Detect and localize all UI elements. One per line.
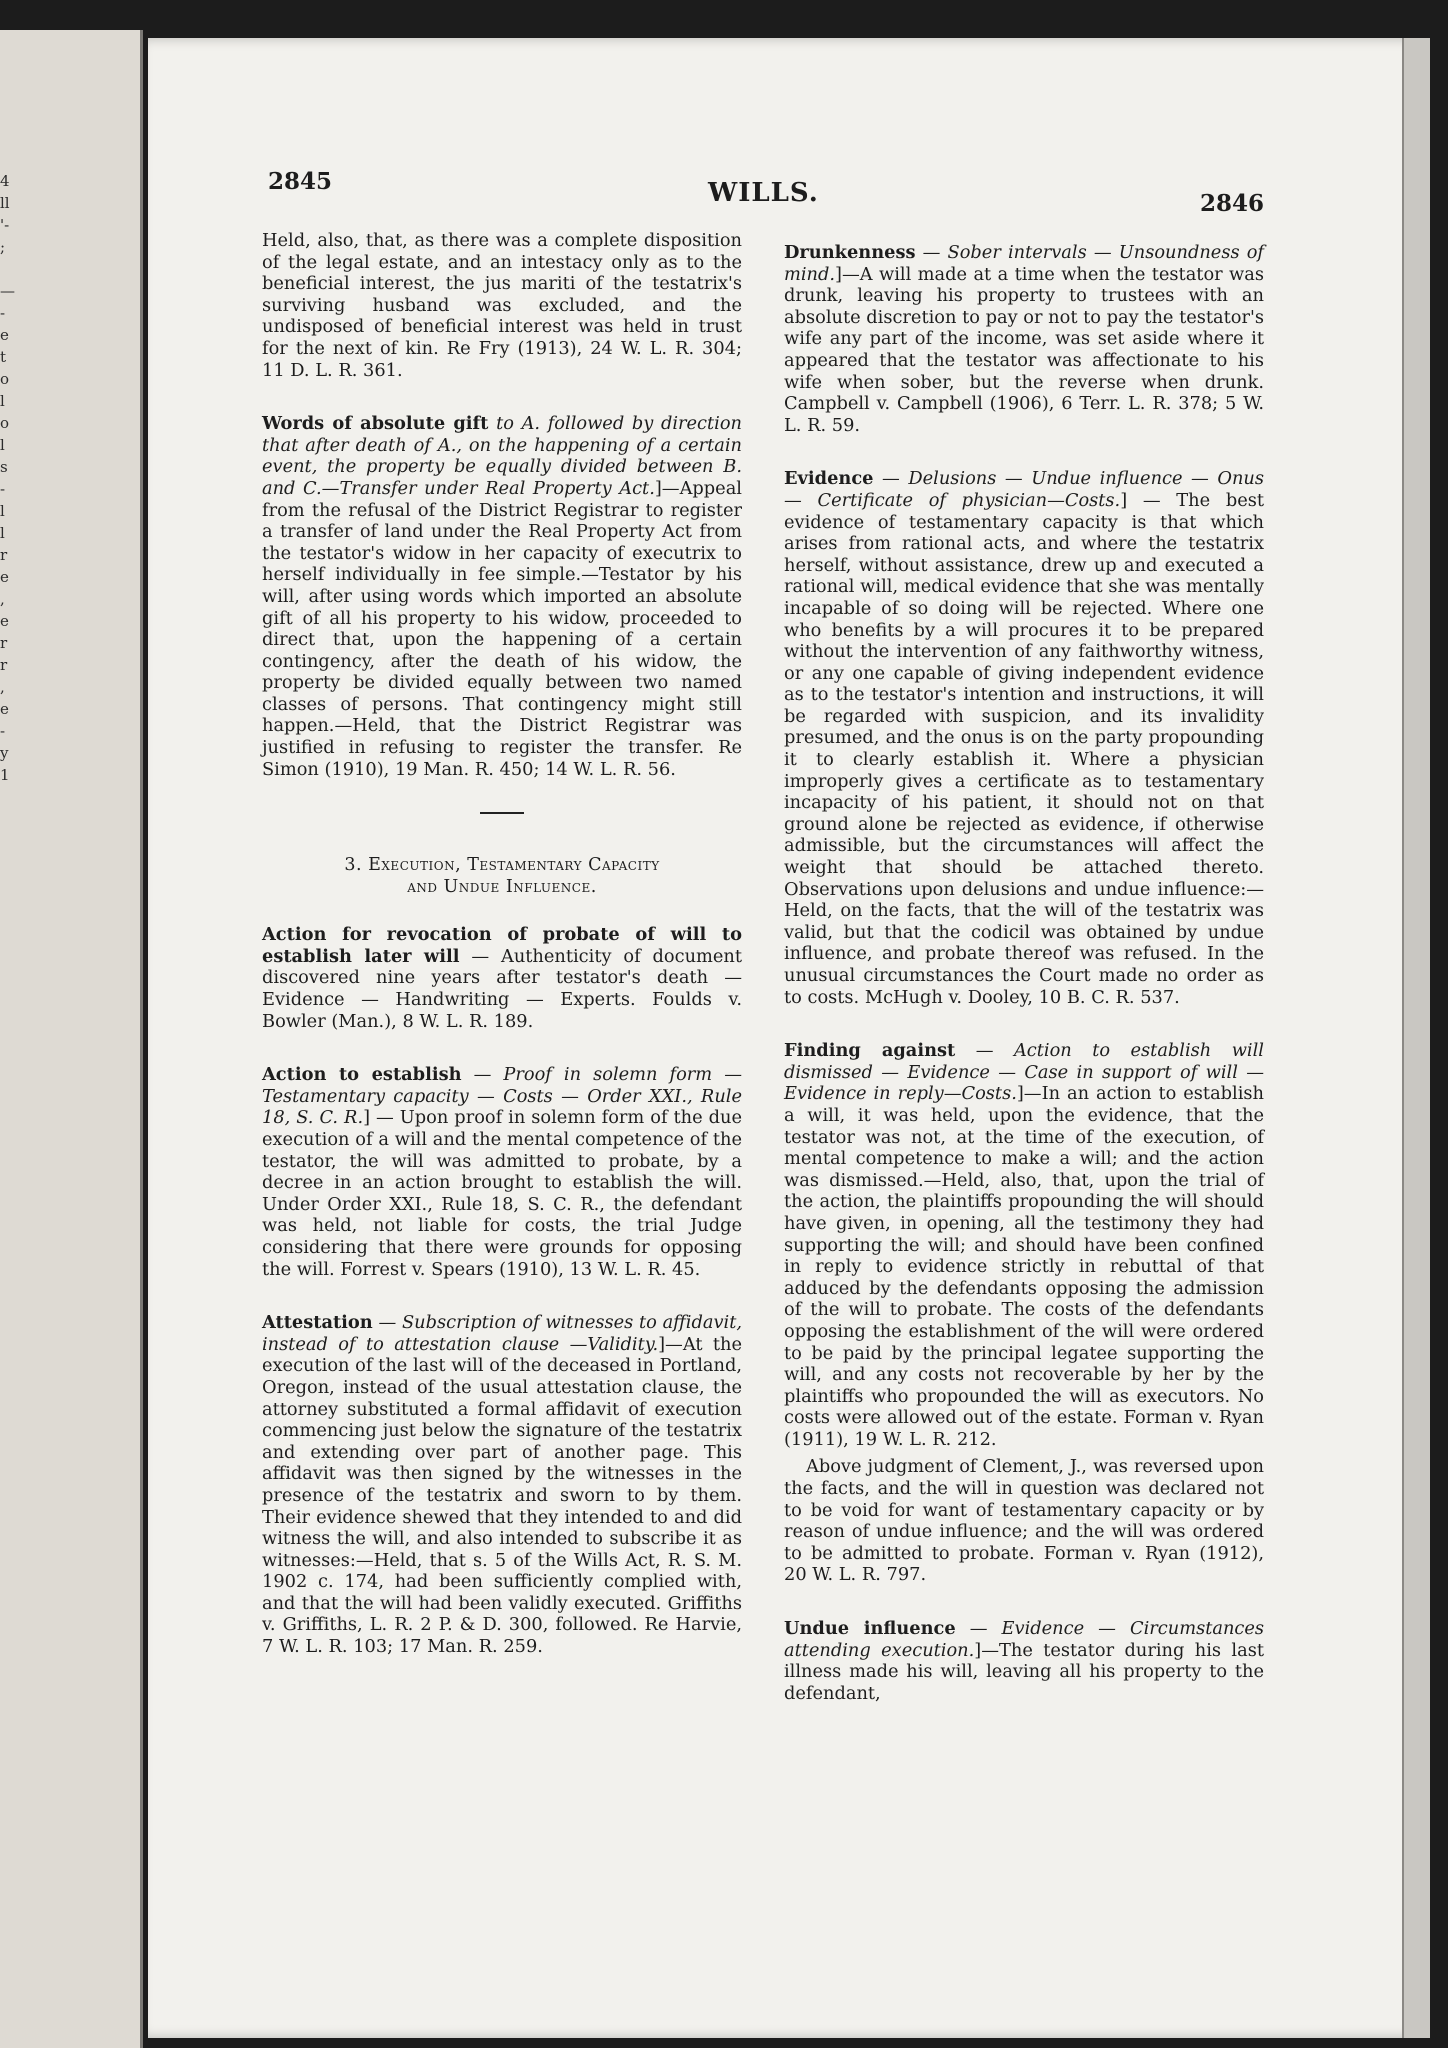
right-page-number: 2846 xyxy=(1200,190,1265,217)
entry-body: ]—The testator during his last illness made his will, leaving all his property to the defendant, xyxy=(784,1639,1264,1704)
entry-body: ] — Upon proof in solemn form of the due execution of a will and the mental competence of the testator, the will was admitted to probate, by a decree in an action brought to establish the will. Under Order XXI., Rule 18, S. C. R., the defendant was held, not liable for costs, the trial Judge considering that there were grounds for opposing the will. Forrest v. Spears (1910), 13 W. L. R. 45. xyxy=(262,1107,742,1280)
left-page-number: 2845 xyxy=(268,168,333,195)
right-paragraph-5 xyxy=(784,1618,1264,1704)
entry-heading: Undue influence xyxy=(784,1618,956,1640)
facing-page-edge xyxy=(0,30,143,2048)
entry-subheading: — Sober intervals — Unsoundness of mind. xyxy=(784,242,1264,285)
left-paragraph-5 xyxy=(262,1312,742,1658)
entry-heading: Evidence xyxy=(784,468,874,490)
entry-body: ]—Appeal from the refusal of the District Registrar to register a transfer of land under the Real Property Act from the testator's widow in her capacity of executrix to herself individually in fee simple.—Testator by his will, after using words which imported an absolute gift of all his property to his widow, proceeded to direct that, upon the happening of a certain contingency, after the death of his widow, the property be divided equally between two named classes of persons. That contingency might still happen.—Held, that the District Registrar was justified in refusing to register the transfer. Re Simon (1910), 19 Man. R. 450; 14 W. L. R. 56. xyxy=(262,477,742,780)
left-paragraph-2 xyxy=(262,413,742,780)
right-paragraph-4: Above judgment of Clement, J., was reversed upon the facts, and the will in question was declared not to be void for want of testamentary capacity or by reason of undue influence; and the will was ordered to be admitted to probate. Forman v. Ryan (1912), 20 W. L. R. 797. xyxy=(784,1456,1264,1586)
entry-heading: Finding against xyxy=(784,1040,956,1062)
entry-body: ]—In an action to establish a will, it was held, upon the evidence, that the testator was not, at the time of the execution, of mental competence to make a will; and the action was dismissed.—Held, also, that, upon the trial of the action, the plaintiffs propounding the will should have given, in opening, all the testimony they had supporting the will; and should have been confined in reply to evidence strictly in rebuttal of that adduced by the defendants opposing the admission of the will to probate. The costs of the defendants opposing the establishment of the will were ordered to be paid by the principal legatee supporting the will, and any costs not recoverable by her by the plaintiffs who propounded the will as executors. No costs were allowed out of the estate. Forman v. Ryan (1911), 19 W. L. R. 212. xyxy=(784,1083,1264,1450)
entry-subheading: — Action to establish will dismissed — Evidence — Case in support of will — Evidence in reply—Costs. xyxy=(784,1040,1264,1105)
entry-subheading: — Evidence — Circumstances attending execution. xyxy=(784,1618,1265,1661)
left-column xyxy=(262,230,742,1690)
entry-heading: Words of absolute gift xyxy=(262,413,489,435)
entry-subheading: — Subscription of witnesses to affidavit, instead of to attestation clause —Validity. xyxy=(262,1312,742,1355)
entry-heading: Attestation xyxy=(262,1312,373,1334)
entry-body: ]—At the execution of the last will of the deceased in Portland, Oregon, instead of the usual attestation clause, the attorney substituted a formal affidavit of execution commencing just below the signature of the testatrix and extending over part of another page. This affidavit was then signed by the witnesses in the presence of the testatrix and sworn to by them. Their evidence shewed that they intended to and did witness the will, and also intended to subscribe it as witnesses:—Held, that s. 5 of the Wills Act, R. S. M. 1902 c. 174, had been sufficiently complied with, and that the will had been validly executed. Griffiths v. Griffiths, L. R. 2 P. & D. 300, followed. Re Harvie, 7 W. L. R. 103; 17 Man. R. 259. xyxy=(262,1333,743,1658)
left-paragraph-4 xyxy=(262,1064,742,1280)
right-paragraph-2 xyxy=(784,468,1264,1008)
section-divider xyxy=(480,812,524,814)
entry-heading: Drunkenness xyxy=(784,242,916,263)
section-heading-line-2: and Undue Influence. xyxy=(407,877,597,898)
entry-heading: Action to establish xyxy=(262,1064,462,1086)
entry-body: ] — The best evidence of testamentary capacity is that which arises from rational acts, and where the testatrix herself, without assistance, drew up and executed a rational will, medical evidence that she was mentally incapable of so doing will be rejected. Where one who benefits by a will procures it to be prepared without the intervention of any faithworthy witness, or any one capable of giving independent evidence as to the testator's intention and instructions, it will be regarded with suspicion, and its invalidity presumed, and the onus is on the party propounding it to clearly establish it. Where a physician improperly gives a certificate as to testamentary incapacity of his patient, it should not on that ground alone be rejected as evidence, if otherwise admissible, but the circumstances will affect the weight that should be attached thereto. Observations upon delusions and undue influence:—Held, on the facts, that the will of the testatrix was valid, but that the codicil was obtained by undue influence, and probate thereof was refused. In the unusual circumstances the Court made no order as to costs. McHugh v. Dooley, 10 B. C. R. 537. xyxy=(784,489,1264,1008)
entry-heading: Action for revocation of probate of will to establish later will xyxy=(262,924,742,967)
entry-subheading: to A. followed by direction that after death of A., on the happening of a certain event, the property be equally divided between B. and C.—Transfer under Real Property Act. xyxy=(262,413,743,499)
left-paragraph-1: Held, also, that, as there was a complete disposition of the legal estate, and an intestacy only as to the beneficial interest, the jus mariti of the testatrix's surviving husband was excluded, and the undisposed of beneficial interest was held in trust for the next of kin. Re Fry (1913), 24 W. L. R. 304; 11 D. L. R. 361. xyxy=(262,230,742,381)
left-paragraph-3 xyxy=(262,924,742,1032)
entry-body: — Authenticity of document discovered nine years after testator's death — Evidence — Handwriting — Experts. Foulds v. Bowler (Man.), 8 W. L. R. 189. xyxy=(262,945,742,1032)
running-title: WILLS. xyxy=(708,178,819,208)
book-page xyxy=(148,38,1430,2038)
facing-page-text-fragments: 4 ll '- ; — - e t o l o l s - l l r e , e r r , e - y 1 xyxy=(0,172,15,784)
right-paragraph-1 xyxy=(784,242,1264,436)
entry-subheading: — Proof in solemn form — Testamentary capacity — Costs — Order XXI., Rule 18, S. C. R. xyxy=(262,1064,742,1129)
section-heading-line-1: 3. Execution, Testamentary Capacity xyxy=(344,855,660,876)
entry-body: ]—A will made at a time when the testator was drunk, leaving his property to trustees with an absolute discretion to pay or not to pay the testator's wife any part of the income, was set aside where it appeared that the testator was affectionate to his wife when sober, but the reverse when drunk. Campbell v. Campbell (1906), 6 Terr. L. R. 378; 5 W. L. R. 59. xyxy=(784,263,1264,436)
right-column xyxy=(784,242,1264,1736)
section-heading xyxy=(262,854,742,898)
entry-subheading: — Delusions — Undue influence — Onus — Certificate of physician—Costs. xyxy=(784,468,1264,511)
right-paragraph-3 xyxy=(784,1040,1264,1450)
page-edge-shadow xyxy=(1402,38,1430,2038)
